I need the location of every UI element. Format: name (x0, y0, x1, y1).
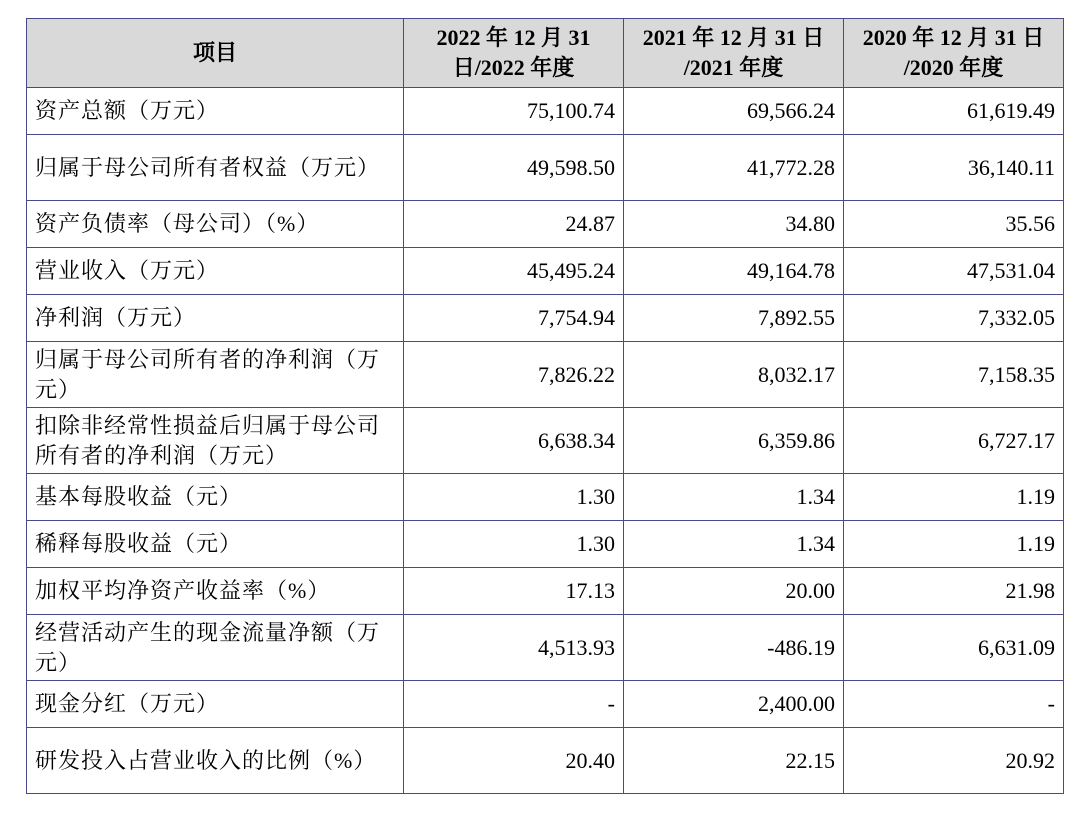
value-2020: 6,727.17 (844, 408, 1064, 474)
table-row (27, 342, 1064, 408)
value-2022: 4,513.93 (404, 615, 624, 681)
value-2022: 1.30 (404, 474, 624, 521)
value-2020: 7,332.05 (844, 295, 1064, 342)
row-label: 加权平均净资产收益率（%） (27, 568, 404, 615)
value-2022: 24.87 (404, 201, 624, 248)
table-row (27, 681, 1064, 728)
value-2021: 34.80 (624, 201, 844, 248)
table-row (27, 88, 1064, 135)
value-2022: 75,100.74 (404, 88, 624, 135)
row-label: 净利润（万元） (27, 295, 404, 342)
table-row (27, 135, 1064, 201)
value-2021: 2,400.00 (624, 681, 844, 728)
value-2022: 1.30 (404, 521, 624, 568)
value-2021: 8,032.17 (624, 342, 844, 408)
value-2022: 7,754.94 (404, 295, 624, 342)
header-2020: 2020 年 12 月 31 日 /2020 年度 (844, 19, 1064, 88)
value-2020: 6,631.09 (844, 615, 1064, 681)
value-2021: 6,359.86 (624, 408, 844, 474)
header-row (27, 19, 1064, 88)
header-item: 项目 (27, 19, 404, 88)
header-2021: 2021 年 12 月 31 日 /2021 年度 (624, 19, 844, 88)
value-2020: 1.19 (844, 474, 1064, 521)
value-2022: 20.40 (404, 728, 624, 794)
table-row (27, 201, 1064, 248)
value-2020: - (844, 681, 1064, 728)
value-2020: 47,531.04 (844, 248, 1064, 295)
table-row (27, 408, 1064, 474)
financial-data-table (26, 18, 1064, 794)
row-label: 扣除非经常性损益后归属于母公司所有者的净利润（万元） (27, 408, 404, 474)
value-2021: 1.34 (624, 474, 844, 521)
value-2021: 20.00 (624, 568, 844, 615)
row-label: 归属于母公司所有者权益（万元） (27, 135, 404, 201)
row-label: 经营活动产生的现金流量净额（万元） (27, 615, 404, 681)
table-row (27, 615, 1064, 681)
row-label: 研发投入占营业收入的比例（%） (27, 728, 404, 794)
value-2021: -486.19 (624, 615, 844, 681)
table-row (27, 728, 1064, 794)
value-2022: 6,638.34 (404, 408, 624, 474)
table-row (27, 521, 1064, 568)
table-row (27, 248, 1064, 295)
value-2021: 22.15 (624, 728, 844, 794)
value-2020: 21.98 (844, 568, 1064, 615)
table-row (27, 568, 1064, 615)
table-row (27, 295, 1064, 342)
value-2022: - (404, 681, 624, 728)
value-2020: 35.56 (844, 201, 1064, 248)
row-label: 营业收入（万元） (27, 248, 404, 295)
value-2022: 7,826.22 (404, 342, 624, 408)
value-2020: 7,158.35 (844, 342, 1064, 408)
row-label: 现金分红（万元） (27, 681, 404, 728)
row-label: 稀释每股收益（元） (27, 521, 404, 568)
row-label: 资产负债率（母公司）（%） (27, 201, 404, 248)
header-2022: 2022 年 12 月 31 日/2022 年度 (404, 19, 624, 88)
value-2020: 1.19 (844, 521, 1064, 568)
value-2020: 20.92 (844, 728, 1064, 794)
value-2021: 1.34 (624, 521, 844, 568)
table-row (27, 474, 1064, 521)
row-label: 归属于母公司所有者的净利润（万元） (27, 342, 404, 408)
value-2022: 17.13 (404, 568, 624, 615)
row-label: 基本每股收益（元） (27, 474, 404, 521)
value-2020: 61,619.49 (844, 88, 1064, 135)
value-2021: 7,892.55 (624, 295, 844, 342)
value-2021: 41,772.28 (624, 135, 844, 201)
row-label: 资产总额（万元） (27, 88, 404, 135)
value-2021: 49,164.78 (624, 248, 844, 295)
value-2022: 49,598.50 (404, 135, 624, 201)
value-2020: 36,140.11 (844, 135, 1064, 201)
value-2021: 69,566.24 (624, 88, 844, 135)
value-2022: 45,495.24 (404, 248, 624, 295)
